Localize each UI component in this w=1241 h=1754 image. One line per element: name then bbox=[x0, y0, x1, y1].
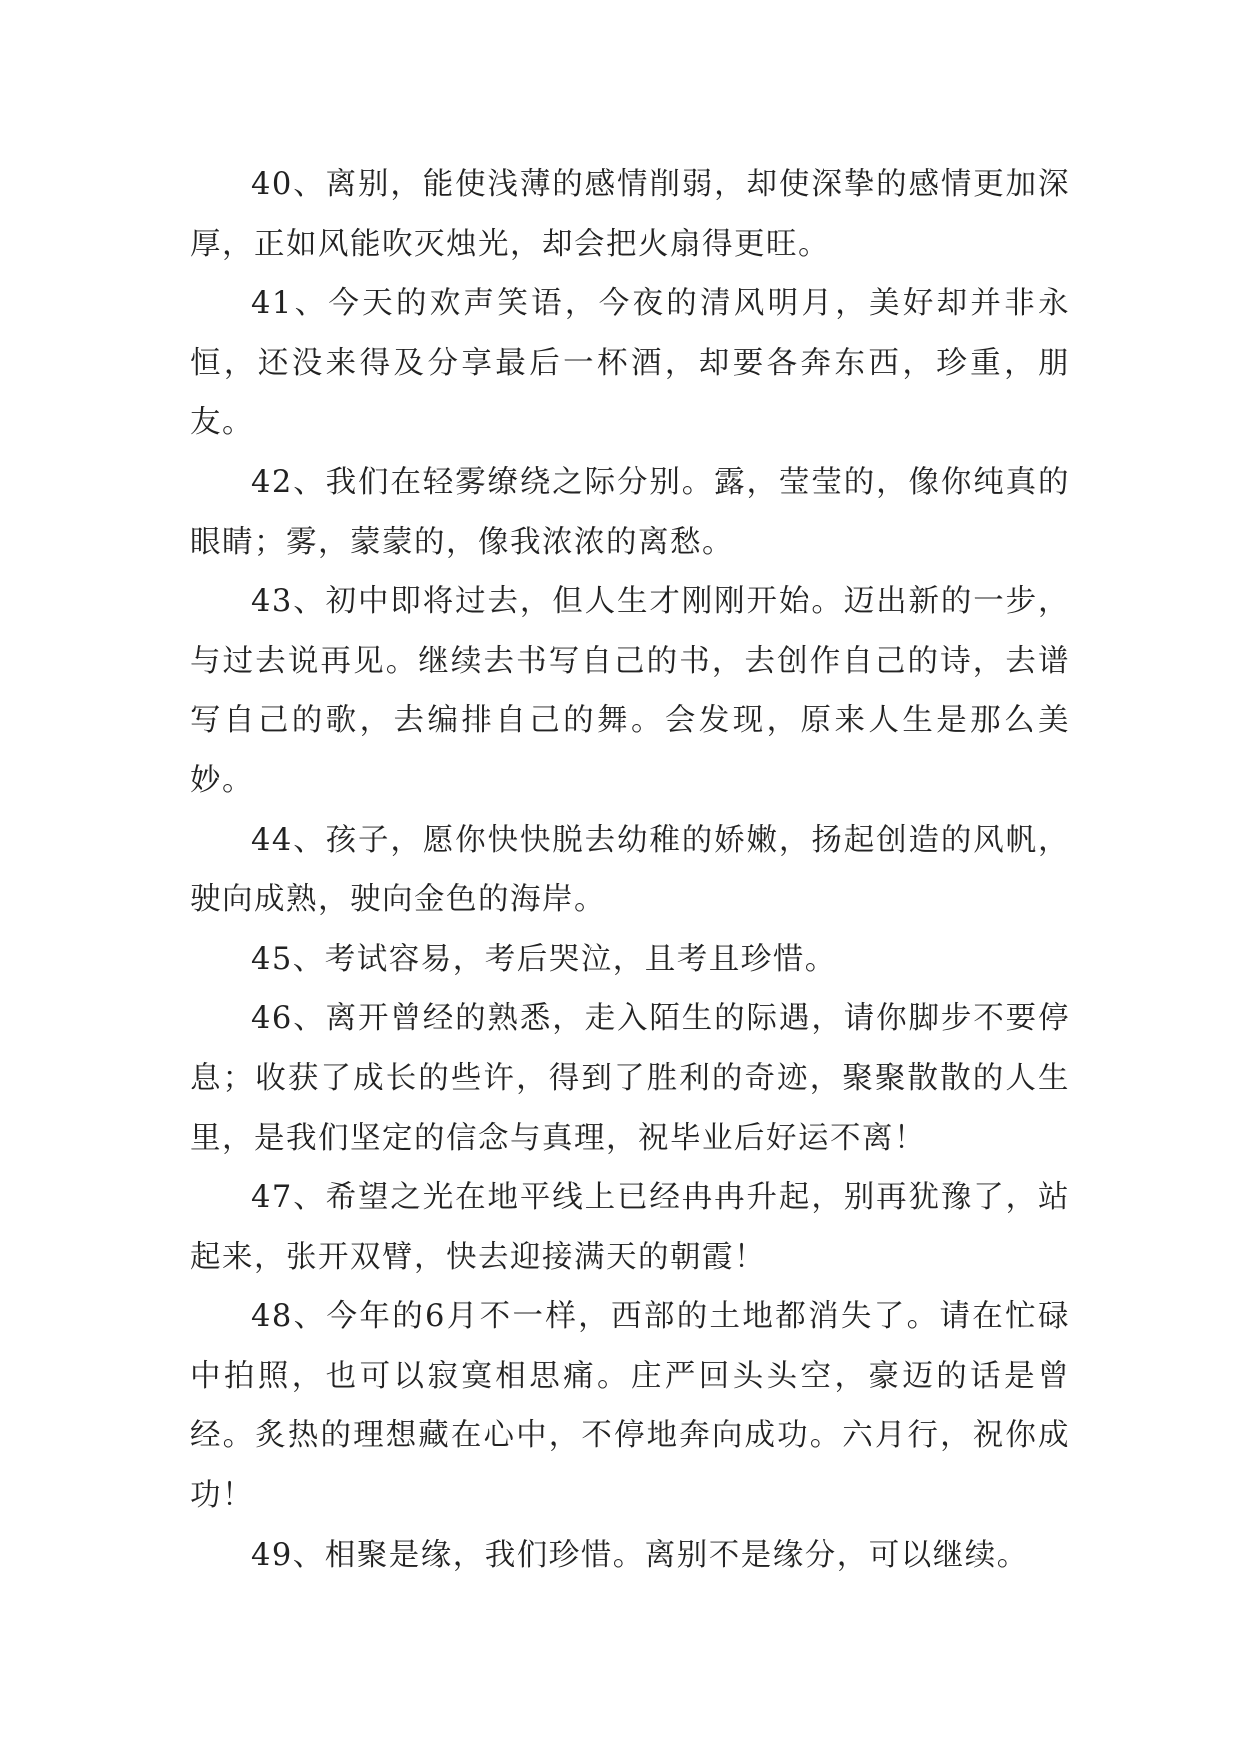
paragraph-48: 48、今年的6月不一样，西部的土地都消失了。请在忙碌中拍照，也可以寂寞相思痛。庄严回头头空，豪迈的话是曾经。炙热的理想藏在心中，不停地奔向成功。六月行，祝你成功！ bbox=[190, 1299, 1070, 1514]
paragraph-44: 44、孩子，愿你快快脱去幼稚的娇嫩，扬起创造的风帆，驶向成熟，驶向金色的海岸。 bbox=[190, 822, 1070, 918]
paragraph-40: 40、离别，能使浅薄的感情削弱，却使深挚的感情更加深厚，正如风能吹灭烛光，却会把火扇得更旺。 bbox=[190, 167, 1070, 262]
paragraph-47: 47、希望之光在地平线上已经冉冉升起，别再犹豫了，站起来，张开双臂，快去迎接满天的朝霞！ bbox=[190, 1180, 1070, 1275]
paragraph-42: 42、我们在轻雾缭绕之际分别。露，莹莹的，像你纯真的眼睛；雾，蒙蒙的，像我浓浓的离愁。 bbox=[190, 464, 1070, 560]
document-body bbox=[190, 155, 1070, 1585]
paragraph-41: 41、今天的欢声笑语，今夜的清风明月，美好却并非永恒，还没来得及分享最后一杯酒，却要各奔东西，珍重，朋友。 bbox=[190, 286, 1070, 441]
paragraph-46: 46、离开曾经的熟悉，走入陌生的际遇，请你脚步不要停息；收获了成长的些许，得到了胜利的奇迹，聚聚散散的人生里，是我们坚定的信念与真理，祝毕业后好运不离！ bbox=[190, 1001, 1070, 1156]
paragraph-45: 45、考试容易，考后哭泣，且考且珍惜。 bbox=[251, 941, 837, 977]
paragraph-43: 43、初中即将过去，但人生才刚刚开始。迈出新的一步，与过去说再见。继续去书写自己的书，去创作自己的诗，去谱写自己的歌，去编排自己的舞。会发现，原来人生是那么美妙。 bbox=[190, 584, 1070, 798]
paragraph-49: 49、相聚是缘，我们珍惜。离别不是缘分，可以继续。 bbox=[251, 1537, 1029, 1573]
